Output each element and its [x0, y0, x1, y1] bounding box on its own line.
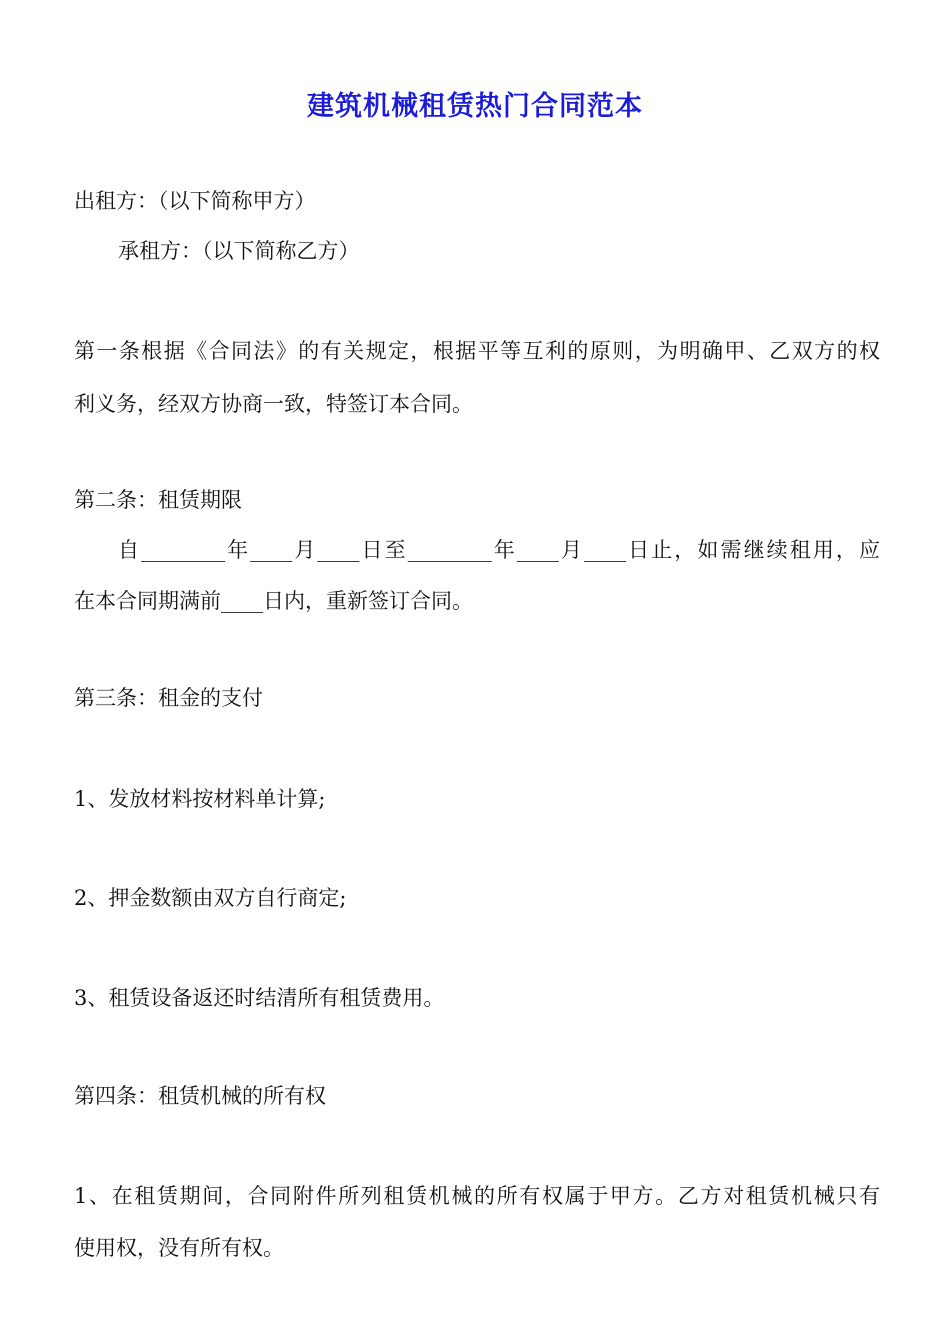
article4-item1-line2: 使用权，没有所有权。	[74, 1236, 284, 1260]
article2-heading: 第二条：租赁期限	[74, 488, 242, 512]
article1-line1: 第一条根据《合同法》的有关规定，根据平等互利的原则，为明确甲、乙双方的权	[74, 339, 880, 363]
article4-heading: 第四条：租赁机械的所有权	[74, 1084, 326, 1108]
article4-item1-line1: 1、在租赁期间，合同附件所列租赁机械的所有权属于甲方。乙方对租赁机械只有	[74, 1184, 880, 1208]
article3-heading: 第三条：租金的支付	[74, 686, 263, 710]
lessor-line: 出租方：（以下简称甲方）	[74, 189, 316, 213]
lessee-line: 承租方：（以下简称乙方）	[118, 239, 360, 263]
article1-line2: 利义务，经双方协商一致，特签订本合同。	[74, 392, 473, 416]
article3-item1: 1、发放材料按材料单计算;	[74, 787, 326, 811]
document-title: 建筑机械租赁热门合同范本	[307, 91, 643, 122]
article2-line2: 在本合同期满前____日内，重新签订合同。	[74, 589, 473, 613]
article2-line1: 自________年____月____日至________年____月____日止，如需继续租用，应	[118, 538, 880, 562]
article3-item2: 2、押金数额由双方自行商定;	[74, 886, 347, 910]
article3-item3: 3、租赁设备返还时结清所有租赁费用。	[74, 986, 445, 1010]
